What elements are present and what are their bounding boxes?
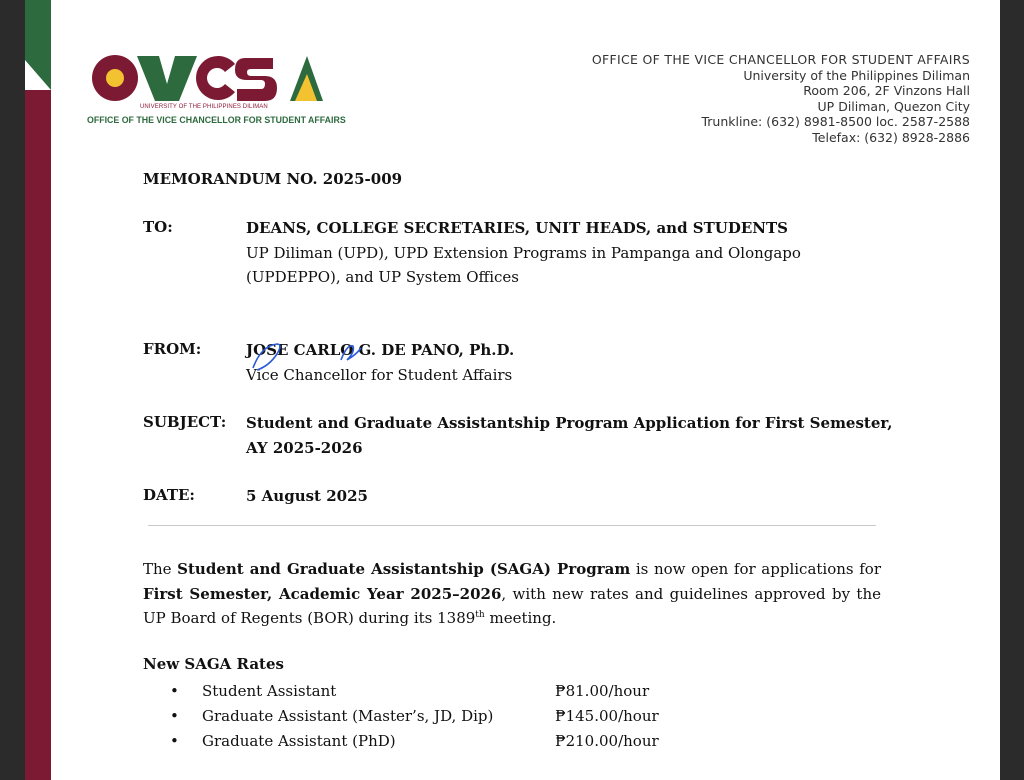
rates-heading: New SAGA Rates (143, 655, 284, 673)
address-line: Telefax: (632) 8928-2886 (812, 129, 970, 145)
to-recipients: DEANS, COLLEGE SECRETARIES, UNIT HEADS, and STUDENTS (246, 219, 789, 237)
rate-name: Graduate Assistant (PhD) (202, 732, 396, 750)
subject-block (246, 411, 892, 460)
subject-line: AY 2025-2026 (246, 438, 363, 457)
to-line: (UPDEPPO), and UP System Offices (246, 268, 519, 286)
subject-label: SUBJECT: (143, 413, 227, 431)
address-line: University of the Philippines Diliman (743, 67, 970, 83)
address-line: UP Diliman, Quezon City (817, 98, 970, 114)
to-label: TO: (143, 218, 173, 236)
logo-university-text: UNIVERSITY OF THE PHILIPPINES DILIMAN (140, 104, 268, 110)
rate-name: Graduate Assistant (Master’s, JD, Dip) (202, 707, 494, 725)
logo-office-text: OFFICE OF THE VICE CHANCELLOR FOR STUDENT AFFAIRS (87, 115, 346, 125)
viewer-frame-right (1000, 0, 1024, 780)
signature-mark (247, 338, 387, 374)
rate-amount: ₱210.00/hour (555, 732, 659, 750)
from-title: Vice Chancellor for Student Affairs (246, 365, 513, 384)
address-line: Trunkline: (632) 8981-8500 loc. 2587-2588 (701, 114, 970, 130)
to-line: UP Diliman (UPD), UPD Extension Programs in Pampanga and Olongapo (246, 243, 801, 262)
address-line: Room 206, 2F Vinzons Hall (803, 83, 970, 99)
semester-term: First Semester, Academic Year 2025–2026 (143, 584, 502, 603)
subject-line: Student and Graduate Assistantship Program Application for First Semester, (246, 414, 893, 432)
from-name: JOSE CARLO G. DE PANO, Ph.D. (246, 341, 515, 359)
memorandum-number: MEMORANDUM NO. 2025-009 (143, 170, 403, 188)
office-address-block (592, 52, 970, 146)
from-label: FROM: (143, 340, 202, 358)
program-name: Student and Graduate Assistantship (SAGA) Program (177, 560, 631, 578)
rate-name: Student Assistant (202, 682, 337, 700)
ovcsa-wordmark (85, 48, 325, 108)
rate-amount: ₱145.00/hour (555, 707, 659, 725)
viewer-frame-left (0, 0, 25, 780)
address-line: OFFICE OF THE VICE CHANCELLOR FOR STUDENT AFFAIRS (591, 52, 970, 67)
body-paragraph: The Student and Graduate Assistantship (SAGA) Program is now open for applications for First Semester, Academic Year 2025–2026, with new rates and guidelines approved by the UP Board of Regents (BOR) during its 1389th meeting. (143, 560, 881, 627)
bullet-icon: • (170, 732, 179, 750)
document-page (25, 0, 1000, 780)
bullet-icon: • (170, 682, 179, 700)
date-label: DATE: (143, 486, 195, 504)
memo-date: 5 August 2025 (246, 487, 368, 505)
brand-stripe (25, 0, 51, 780)
rate-amount: ₱81.00/hour (555, 682, 650, 700)
ovcsa-logo (85, 48, 346, 133)
divider (148, 525, 876, 526)
bullet-icon: • (170, 707, 179, 725)
to-block (246, 216, 801, 290)
